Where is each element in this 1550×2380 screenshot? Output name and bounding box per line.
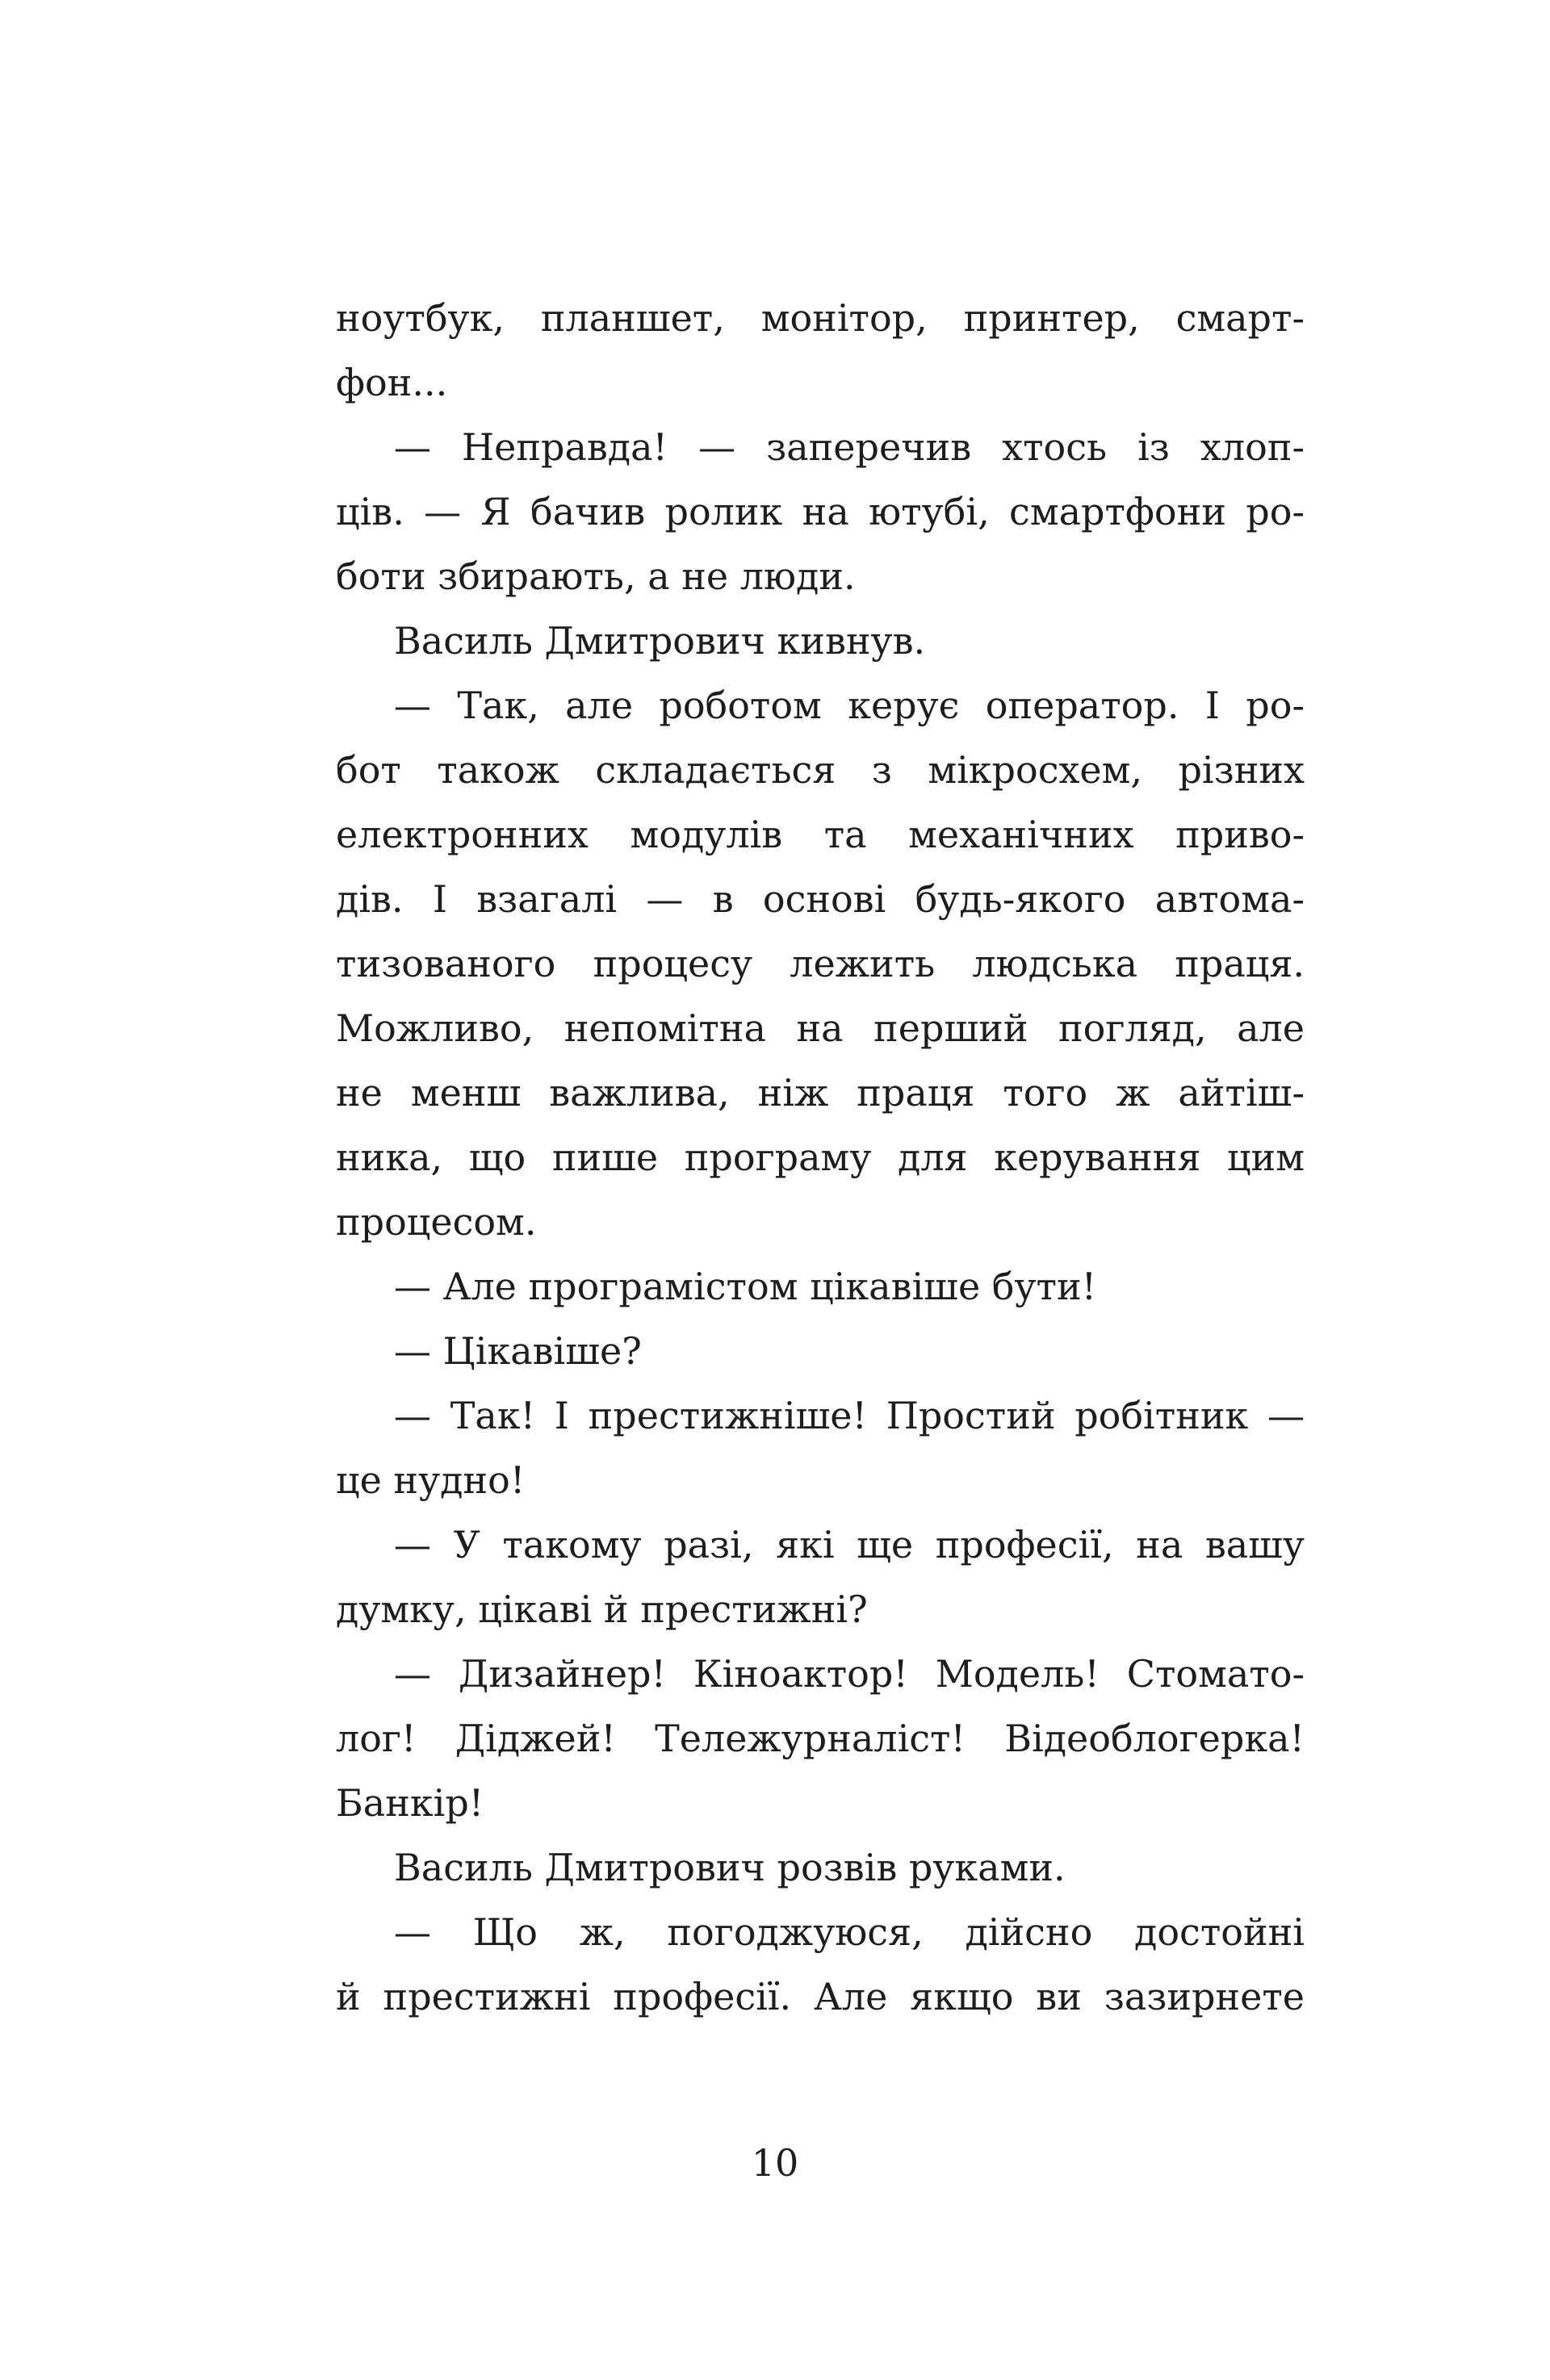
text-line: Банкір! bbox=[336, 1781, 484, 1825]
text-line: — Так, але роботом керує оператор. І ро- bbox=[394, 684, 1305, 727]
page-number: 10 bbox=[751, 2141, 799, 2185]
text-line: боти збирають, а не люди. bbox=[336, 554, 856, 598]
text-line: — Неправда! — заперечив хтось із хлоп- bbox=[394, 425, 1305, 469]
text-line: процесом. bbox=[336, 1200, 537, 1244]
text-line: це нудно! bbox=[336, 1458, 526, 1502]
text-line: дів. І взагалі — в основі будь-якого автома- bbox=[336, 877, 1305, 921]
text-line: — Дизайнер! Кіноактор! Модель! Стомато- bbox=[394, 1652, 1305, 1696]
text-line: Василь Дмитрович розвів руками. bbox=[394, 1846, 1066, 1889]
text-line: — Але програмістом цікавіше бути! bbox=[394, 1265, 1097, 1308]
text-line: ноутбук, планшет, монітор, принтер, смарт- bbox=[336, 296, 1305, 340]
text-line: ника, що пише програму для керування цим bbox=[336, 1136, 1305, 1179]
text-line: не менш важлива, ніж праця того ж айтіш- bbox=[336, 1071, 1305, 1115]
text-line: й престижні професії. Але якщо ви зазирнете bbox=[336, 1975, 1305, 2018]
text-line: Василь Дмитрович кивнув. bbox=[394, 619, 926, 663]
text-line: — У такому разі, які ще професії, на вашу bbox=[394, 1523, 1305, 1566]
text-line: ців. — Я бачив ролик на ютубі, смартфони ро- bbox=[336, 490, 1305, 533]
text-line: Можливо, непомітна на перший погляд, але bbox=[336, 1006, 1305, 1050]
text-line: — Цікавіше? bbox=[394, 1329, 642, 1373]
text-line: тизованого процесу лежить людська праця. bbox=[336, 942, 1305, 985]
body-text bbox=[336, 286, 1305, 2029]
text-line: — Що ж, погоджуюся, дійсно достойні bbox=[394, 1910, 1305, 1954]
text-line: — Так! І престижніше! Простий робітник — bbox=[394, 1394, 1305, 1437]
text-line: електронних модулів та механічних приво- bbox=[336, 813, 1305, 856]
text-line: думку, цікаві й престижні? bbox=[336, 1587, 868, 1631]
text-line: фон... bbox=[336, 361, 448, 404]
text-line: лог! Діджей! Тележурналіст! Відеоблогерка! bbox=[336, 1717, 1305, 1760]
text-line: бот також складається з мікросхем, різних bbox=[336, 748, 1305, 792]
